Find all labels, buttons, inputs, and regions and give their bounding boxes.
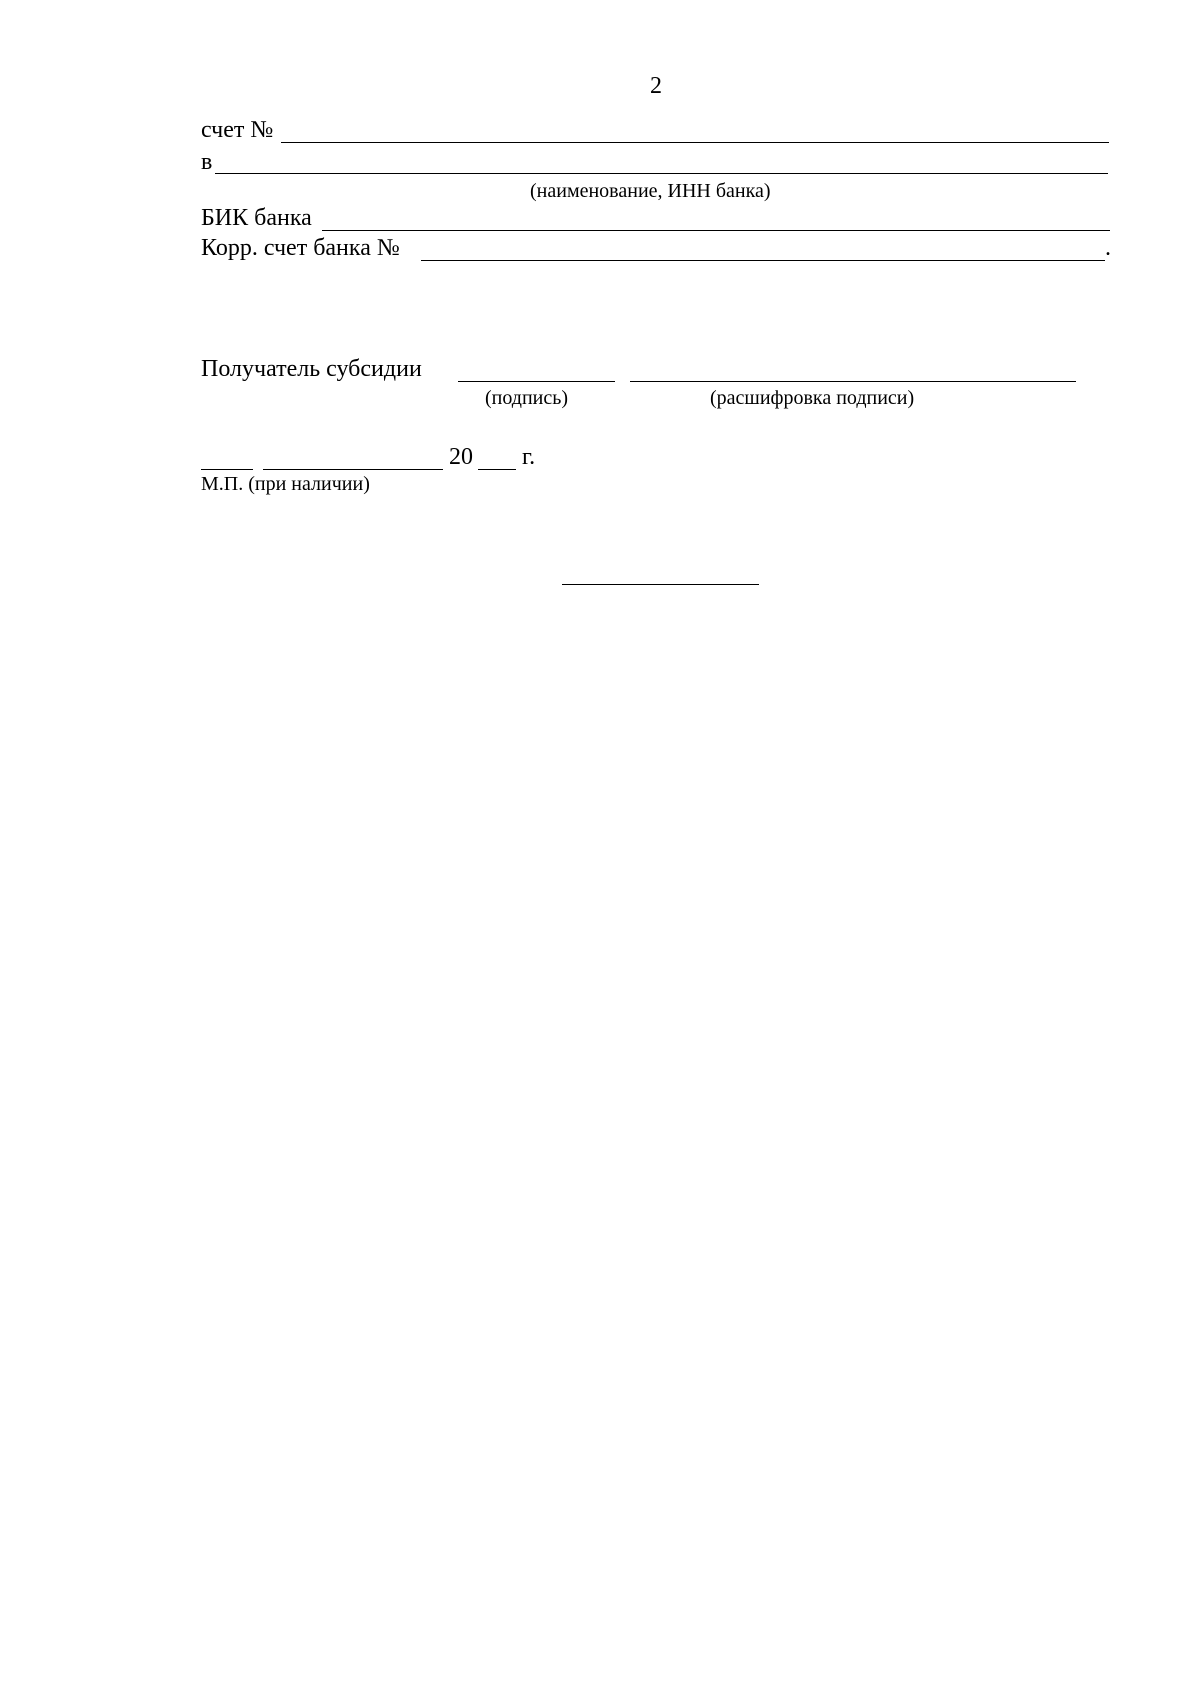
- corr-account-label: Корр. счет банка №: [201, 235, 400, 261]
- bank-name-hint: (наименование, ИНН банка): [530, 180, 771, 202]
- bank-in-label: в: [201, 149, 213, 175]
- date-year-line[interactable]: [478, 469, 516, 470]
- signature-hint: (подпись): [485, 387, 569, 409]
- signature-decoding-line[interactable]: [630, 381, 1076, 382]
- account-number-label: счет №: [201, 117, 274, 143]
- bik-line[interactable]: [322, 230, 1110, 231]
- bank-name-line[interactable]: [215, 173, 1108, 174]
- corr-account-line[interactable]: [421, 260, 1105, 261]
- date-year-prefix: 20: [449, 444, 473, 470]
- bik-label: БИК банка: [201, 205, 312, 231]
- recipient-label: Получатель субсидии: [201, 356, 422, 382]
- page-number: 2: [650, 73, 662, 99]
- corr-account-period: .: [1105, 235, 1111, 261]
- signature-line[interactable]: [458, 381, 615, 382]
- date-year-suffix: г.: [522, 444, 536, 470]
- account-number-line[interactable]: [281, 142, 1109, 143]
- closing-separator: [562, 584, 759, 585]
- signature-decoding-hint: (расшифровка подписи): [710, 387, 915, 409]
- date-day-line[interactable]: [201, 469, 253, 470]
- date-month-line[interactable]: [263, 469, 443, 470]
- stamp-label: М.П. (при наличии): [201, 473, 370, 495]
